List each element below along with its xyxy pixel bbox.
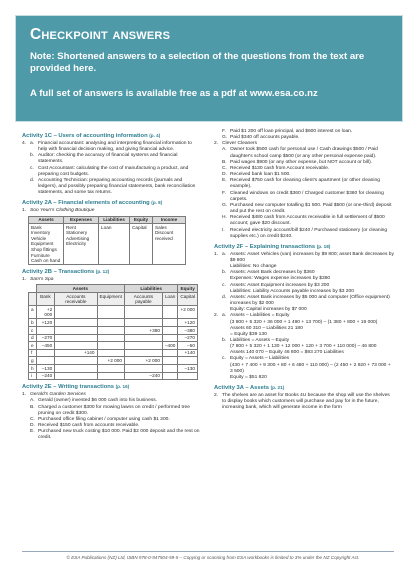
list-item: (7 800 + 5 320 + 1 130 + 12 000 + 120 + 3 700 + 110 000) – 46 800: [230, 344, 377, 350]
row-label: d: [29, 334, 37, 342]
table-row: [29, 342, 198, 350]
table-cell: –50: [178, 342, 198, 350]
list-item: E. Purchased new truck costing $10 000. Paid $2 000 deposit and the rest on credit.: [30, 429, 200, 441]
transactions-table: [28, 284, 198, 380]
act2f-q1-first: 1. a. Assets: Asset Vehicles (van) increases by $9 800; asset Bank decreases by $9 800: [214, 251, 394, 263]
header-banner: [15, 15, 403, 122]
activity-2e-heading: Activity 2E – Writing transactions (p. 16): [22, 384, 130, 391]
left-column: [22, 129, 200, 441]
list-item: F. Cleaned windows on credit $360 / Charged customer $360 for cleaning carpets.: [222, 190, 384, 202]
group-assets: Assets: [36, 285, 124, 293]
shortened-answers-note: Note: Shortened answers to a selection of the questions from the text are provided here.: [30, 51, 365, 74]
table-row: [29, 327, 198, 335]
table-cell: +2 000: [97, 357, 124, 365]
col-equipment: Equipment: [97, 293, 124, 306]
row-label: a: [29, 306, 37, 319]
table-cell: [162, 349, 177, 357]
copyright-footer: © ESA Publications (NZ) Ltd, ISBN 978-0-947504-59-5 – Copying or scanning from ESA workbooks is limited to 3% under the NZ Copyright Act.: [66, 555, 360, 560]
list-item: A. Gerald (owner) invested $6 000 cash into his business.: [30, 398, 158, 404]
activity-3a-heading: Activity 3A – Assets (p. 21): [214, 385, 285, 392]
list-item: D. Received bank loan $1 500.: [222, 172, 291, 178]
list-item: Equity = $51 820: [230, 374, 267, 380]
row-label: c: [29, 327, 37, 335]
list-item: D. Received $150 cash from accounts receivable.: [30, 422, 140, 428]
list-item: Assets 60 310 – Liabilities 21 180: [230, 325, 303, 331]
row-label: g: [29, 357, 37, 365]
row-label: f: [29, 349, 37, 357]
table-cell: +380: [124, 327, 162, 335]
table-cell: [55, 327, 97, 335]
table-cell: [124, 334, 162, 342]
table-cell: [97, 365, 124, 373]
table-cell: [55, 319, 97, 327]
table-cell: [97, 334, 124, 342]
list-item: b. Liabilities = Assets – Equity: [222, 338, 290, 343]
table-cell: [55, 357, 97, 365]
table-cell: –240: [124, 372, 162, 380]
act2f-q2-first: 2. a. Assets – Liabilities = Equity: [214, 313, 290, 319]
act3a-answer: 2. The shelves are an asset for Books 4U because the shop will use the shelves to display books which customers will purchase and pay for in the future, increasing bank, which will generate income in the form: [214, 393, 390, 411]
table-cell: +140: [178, 349, 198, 357]
col-header-assets: Assets: [29, 216, 64, 224]
col-bank: Bank: [36, 293, 55, 306]
clever-cleaners-heading: 2. Clever Cleaners: [214, 141, 258, 147]
col-header-equity: Equity: [130, 216, 153, 224]
list-item: Expenses: Wages expense increases by $360: [230, 276, 331, 282]
table-cell: +140: [55, 349, 97, 357]
table-cell: +120: [178, 319, 198, 327]
table-cell: –270: [36, 334, 55, 342]
table-cell: [162, 306, 177, 319]
footer-divider: [22, 551, 394, 552]
table-cell: +2 000: [178, 306, 198, 319]
list-item: c. Equity = Assets – Liabilities: [222, 356, 290, 362]
list-item: F. Paid $1 200 off loan principal, and $600 interest on loan.: [222, 129, 353, 134]
financial-elements-table: [28, 216, 186, 266]
list-item: b. Assets: Asset Bank decreases by $360: [222, 270, 315, 276]
list-item: d. Assets: Asset Bank increases by $5 000 and computer (Office equipment) increases by $2 000: [222, 294, 390, 307]
col-header-income: Income: [153, 216, 186, 224]
col-accounts-payable: Accounts payable: [124, 293, 162, 306]
table-cell: [97, 327, 124, 335]
row-label: i: [29, 372, 37, 380]
table-cell: +120: [36, 319, 55, 327]
full-answers-link-text: A full set of answers is available free as a pdf at www.esa.co.nz: [30, 88, 318, 99]
table-cell: [55, 372, 97, 380]
table-cell: [162, 357, 177, 365]
activity-2a-heading: Activity 2A – Financial elements of accounting (p. 8): [22, 200, 163, 207]
list-item: A. Owner took $500 cash for personal use / Cash drawings $500 / Paid daughter's school camp $500 (or any other personal expense paid).: [222, 147, 378, 159]
table-cell: [124, 306, 162, 319]
table-cell: [124, 365, 162, 373]
equity-cell: Capital: [130, 224, 153, 265]
group-liabilities: Liabilities: [124, 285, 177, 293]
col-accounts-receivable: Accounts receivable: [55, 293, 97, 306]
act2e-list: [22, 398, 200, 441]
table-cell: –130: [36, 365, 55, 373]
table-cell: [162, 327, 177, 335]
act2e-subtitle: 1. Gerald's Garden Services: [22, 392, 86, 398]
table-cell: [162, 334, 177, 342]
activity-2b-heading: Activity 2B – Transactions (p. 12): [22, 269, 110, 276]
list-item: C. Received $130 cash from Account receivable.: [222, 165, 330, 171]
liabilities-cell: Loan: [99, 224, 130, 265]
table-cell: [36, 357, 55, 365]
activity-1c-heading: Activity 1C – Users of accounting information (p. 4): [22, 133, 161, 139]
act2b-subtitle: 1. Sam's Spa: [22, 277, 54, 283]
table-cell: [36, 327, 55, 335]
right-column: [214, 129, 394, 412]
table-row: [29, 349, 198, 357]
table-cell: [97, 306, 124, 319]
table-cell: [124, 319, 162, 327]
list-item: Assets 140 070 – Equity 46 800 = $93 270 Liabilities: [230, 350, 344, 356]
list-item: B. Charged a customer $300 for mowing lawns on credit / performed tree pruning on credit $300.: [30, 404, 190, 416]
table-row: [29, 365, 198, 373]
list-item: G. Paid $340 off accounts payable.: [222, 135, 300, 141]
list-item: H. Received $480 cash from Accounts receivable in full settlement of $500 account; gave $20 discount.: [222, 215, 385, 227]
clever-cleaners-list: [214, 147, 394, 239]
list-item: E. Received $750 cash for cleaning client's apartment (or other cleaning example).: [222, 178, 380, 190]
page-title: Checkpoint answers: [30, 26, 171, 43]
table-cell: [55, 342, 97, 350]
table-cell: [55, 306, 97, 319]
list-item: c. Assets: Asset Equipment increases by $3 200: [222, 282, 330, 288]
table-cell: +2 000: [124, 357, 162, 365]
table-cell: –270: [178, 334, 198, 342]
table-row: [29, 306, 198, 319]
row-label: h: [29, 365, 37, 373]
group-equity: Equity: [178, 285, 198, 293]
table-cell: [162, 365, 177, 373]
income-cell: Sales Discount received: [153, 224, 186, 265]
list-item: Liabilities: Liability Accounts payable increases by $3 200: [230, 288, 354, 294]
table-cell: –400: [162, 342, 177, 350]
table-cell: [162, 319, 177, 327]
table-cell: [124, 342, 162, 350]
list-item: = Equity $39 130: [230, 331, 267, 337]
table-row: [29, 357, 198, 365]
table-cell: –240: [36, 372, 55, 380]
act1c-item-b: b. Auditor: checking the accuracy of financial systems and financial statements.: [30, 153, 178, 165]
act1c-item-c: c. Cost Accountant: calculating the cost of manufacturing a product, and preparing cost budgets.: [30, 165, 189, 177]
table-cell: [97, 319, 124, 327]
act1c-item-a: 4. a. Financial accountant: analysing and interpreting financial information to help with financial decision making, and giving financial advice.: [22, 141, 192, 153]
table-cell: –380: [178, 327, 198, 335]
table-row: [29, 334, 198, 342]
activity-2f-heading: Activity 2F – Explaining transactions (p. 18): [214, 243, 331, 250]
list-item: I. Received electricity account/bill $240 / Purchased stationery (or cleaning supplies etc.) on credit $240.: [222, 227, 388, 239]
table-row: [29, 372, 198, 380]
row-label: b: [29, 319, 37, 327]
row-label: e: [29, 342, 37, 350]
col-header-expenses: Expenses: [64, 216, 99, 224]
list-item: C. Purchased office filing cabinet / computer using cash $1 200.: [30, 416, 170, 422]
table-cell: [97, 349, 124, 357]
table-cell: [97, 342, 124, 350]
list-item: B. Paid wages $900 (or any other expense, but NOT account or bill).: [222, 159, 373, 165]
list-item: (3 800 + 5 320 + 36 000 + 1 490 + 13 700) – (1 380 + 800 + 19 000): [230, 319, 378, 325]
table-cell: –130: [178, 365, 198, 373]
expenses-cell: Rent Stationery Advertising Electricity: [64, 224, 99, 265]
list-item: Liabilities: No change: [230, 264, 277, 270]
table-cell: [36, 349, 55, 357]
assets-cell: Bank Inventory Vehicle Equipment Shop fittings Furniture Cash on hand: [29, 224, 64, 265]
col-loan: Loan: [162, 293, 177, 306]
table-cell: –450: [36, 342, 55, 350]
table-cell: [162, 372, 177, 380]
list-item: (430 + 7 400 + 9 300 + 80 + 6 480 + 110 000) – (2 450 + 2 920 + 73 000 + 3 500): [230, 362, 391, 374]
table-cell: [97, 372, 124, 380]
col-capital: Capital: [178, 293, 198, 306]
table-cell: [55, 365, 97, 373]
act2a-subtitle: 1. Soo Yeun's Clothing Boutique: [22, 208, 95, 214]
table-row: [29, 319, 198, 327]
col-header-liabilities: Liabilities: [99, 216, 130, 224]
table-cell: [55, 334, 97, 342]
list-item: G. Purchased new computer totalling $1 500. Paid $500 (or one-third) deposit and put the rest on credit.: [222, 202, 392, 215]
table-cell: [178, 372, 198, 380]
table-cell: [124, 349, 162, 357]
table-cell: +2 000: [36, 306, 55, 319]
act1c-item-d: d. Accounting Technician: preparing accounting records (journals and ledgers), and possibly preparing financial statements, bank reconciliation statements, and some tax returns.: [30, 177, 196, 196]
list-item: Equity: Capital increases by $7 000: [230, 307, 307, 313]
table-cell: [178, 357, 198, 365]
